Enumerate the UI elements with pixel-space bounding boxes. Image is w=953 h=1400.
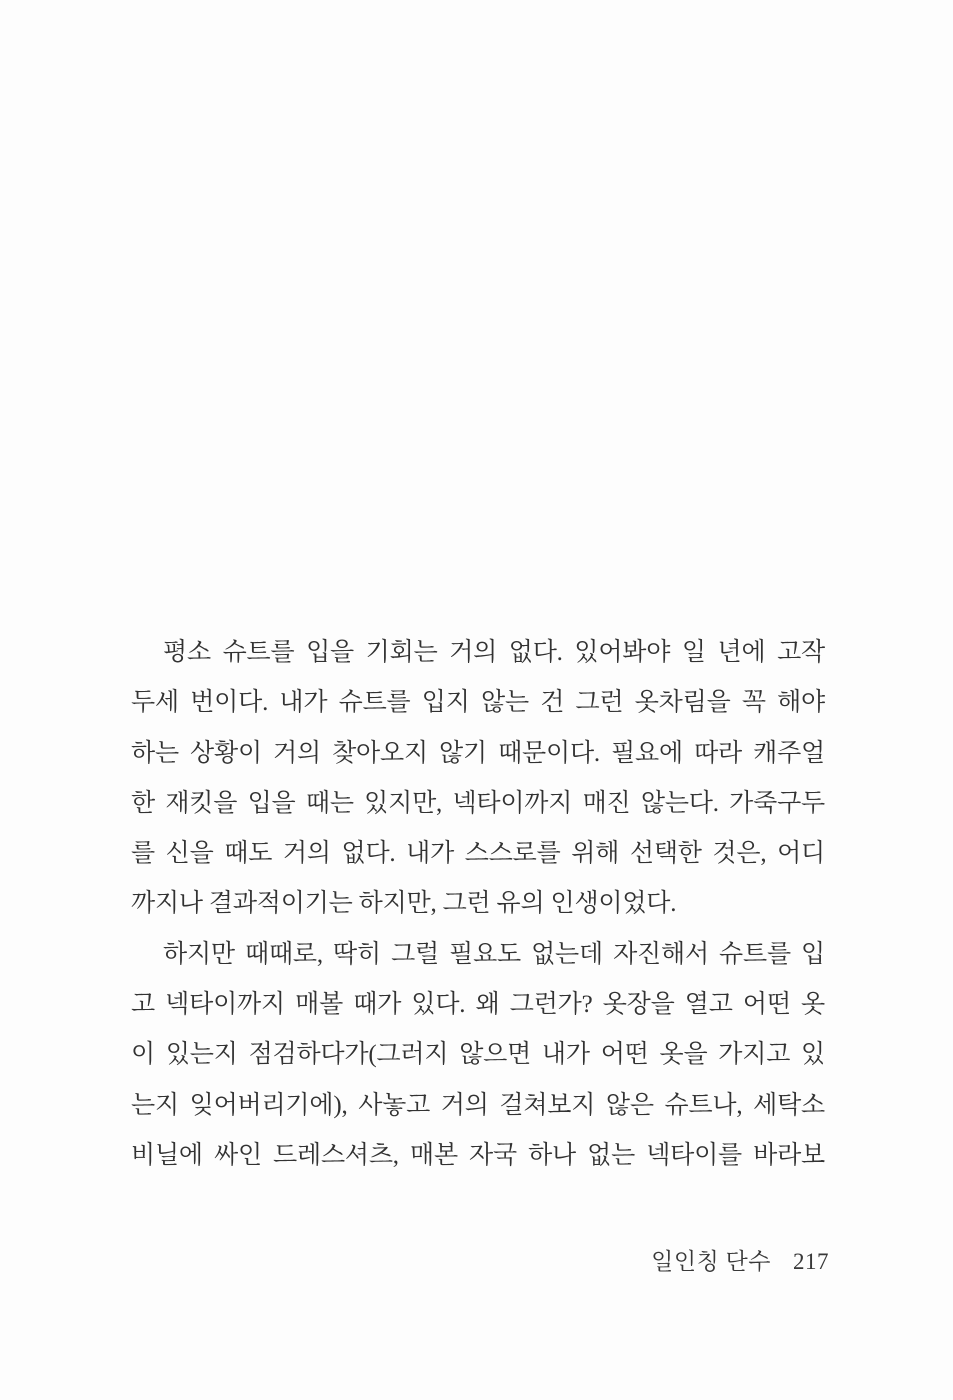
footer-page-number: 217 (793, 1249, 829, 1274)
text-line: 고 넥타이까지 매볼 때가 있다. 왜 그런가? 옷장을 열고 어떤 옷 (131, 991, 825, 1019)
footer-book-title: 일인칭 단수 (651, 1249, 771, 1274)
text-line: 평소 슈트를 입을 기회는 거의 없다. 있어봐야 일 년에 고작 (163, 639, 825, 666)
body-text-block (131, 628, 825, 1181)
text-line: 까지나 결과적이기는 하지만, 그런 유의 인생이었다. (131, 890, 677, 918)
text-line: 는지 잊어버리기에), 사놓고 거의 걸쳐보지 않은 슈트나, 세탁소 (131, 1091, 825, 1119)
text-line: 두세 번이다. 내가 슈트를 입지 않는 건 그런 옷차림을 꼭 해야 (131, 689, 825, 717)
text-line: 하는 상황이 거의 찾아오지 않기 때문이다. 필요에 따라 캐주얼 (131, 739, 825, 767)
text-line: 비닐에 싸인 드레스셔츠, 매본 자국 하나 없는 넥타이를 바라보 (131, 1141, 825, 1169)
paragraph (131, 628, 825, 930)
text-line: 하지만 때때로, 딱히 그럴 필요도 없는데 자진해서 슈트를 입 (163, 940, 825, 968)
text-line: 를 신을 때도 거의 없다. 내가 스스로를 위해 선택한 것은, 어디 (131, 840, 825, 868)
text-line: 이 있는지 점검하다가(그러지 않으면 내가 어떤 옷을 가지고 있 (131, 1041, 825, 1069)
paragraph (131, 930, 825, 1181)
page-footer (131, 1243, 829, 1276)
text-line: 한 재킷을 입을 때는 있지만, 넥타이까지 매진 않는다. 가죽구두 (131, 789, 825, 817)
